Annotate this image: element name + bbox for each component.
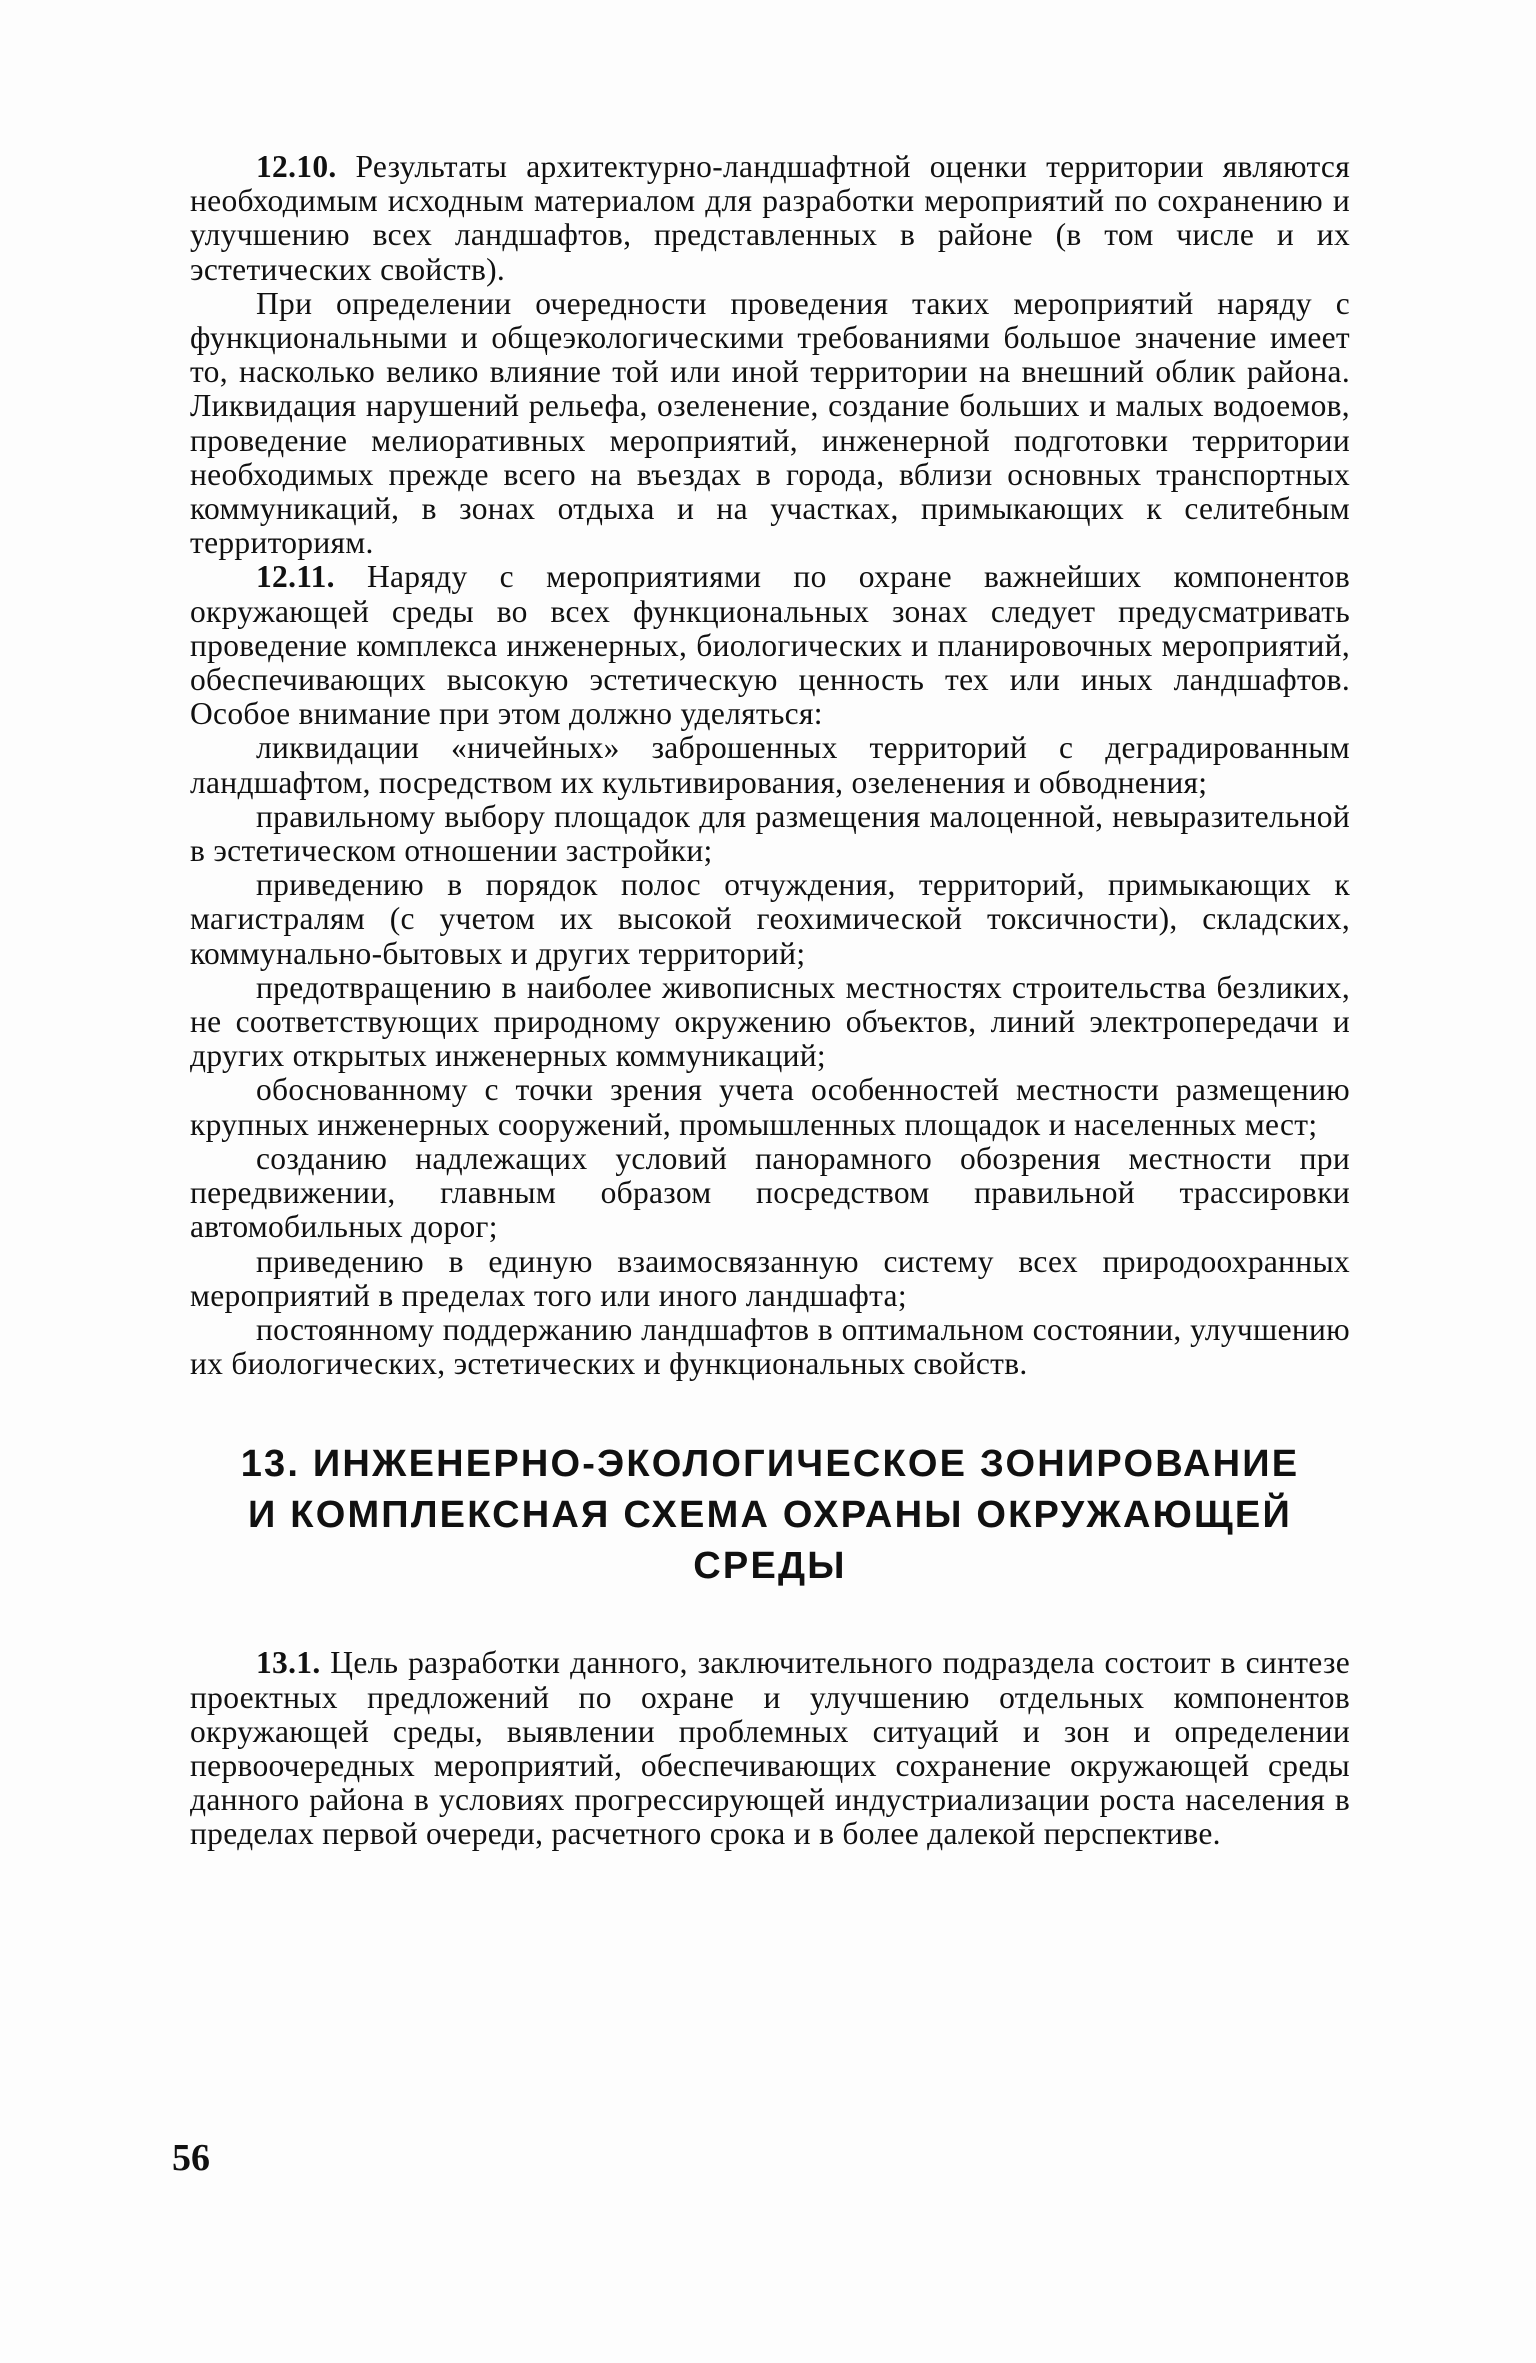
list-item: приведению в единую взаимосвязанную систему всех природоохранных мероприятий в пределах того или иного ландшафта; — [190, 1243, 1350, 1313]
paragraph-text: Наряду с мероприятиями по охране важнейших компонентов окружающей среды во всех функциональных зонах следует предусматривать проведение комплекса инженерных, биологических и планировочных мероприятий, обеспечивающих высокую эстетическую ценность тех или иных ландшафтов. Особое внимание при этом должно уделяться: — [190, 559, 1350, 732]
paragraph-priority — [190, 287, 1350, 561]
paragraph-text: Результаты архитектурно-ландшафтной оценки территории являются необходимым исходным материалом для разработки мероприятий по сохранению и улучшению всех ландшафтов, представленных в районе (в том числе и их эстетических свойств). — [190, 149, 1350, 287]
list-item: созданию надлежащих условий панорамного обозрения местности при передвижении, главным образом посредством правильной трассировки автомобильных дорог; — [190, 1140, 1350, 1245]
list-item: обоснованному с точки зрения учета особенностей местности размещению крупных инженерных сооружений, промышленных площадок и населенных мест; — [190, 1072, 1350, 1142]
clause-number: 12.10. — [256, 149, 337, 184]
paragraph-12-11 — [190, 560, 1350, 731]
section-heading — [190, 1439, 1350, 1592]
section-heading-line-1: 13. ИНЖЕНЕРНО-ЭКОЛОГИЧЕСКОЕ ЗОНИРОВАНИЕ — [240, 1443, 1300, 1486]
paragraph-12-10 — [190, 150, 1350, 287]
page-number: 56 — [172, 2137, 210, 2179]
list-item: правильному выбору площадок для размещения малоценной, невыразительной в эстетическом отношении застройки; — [190, 798, 1350, 869]
list-item: ликвидации «ничейных» заброшенных территорий с деградированным ландшафтом, посредством их культивирования, озеленения и обводнения; — [190, 730, 1350, 800]
text-column — [190, 150, 1350, 1852]
section-heading-line-2: И КОМПЛЕКСНАЯ СХЕМА ОХРАНЫ ОКРУЖАЮЩЕЙ СРЕДЫ — [248, 1494, 1292, 1588]
list-item: постоянному поддержанию ландшафтов в оптимальном состоянии, улучшению их биологических, эстетических и функциональных свойств. — [190, 1311, 1350, 1382]
list-item: приведению в порядок полос отчуждения, территорий, примыкающих к магистралям (с учетом их высокой геохимической токсичности), складских, коммунально-бытовых и других территорий; — [190, 867, 1350, 971]
clause-number: 13.1. — [256, 1645, 321, 1681]
list-item: предотвращению в наиболее живописных местностях строительства безликих, не соответствующих природному окружению объектов, линий электропередачи и других открытых инженерных коммуникаций; — [190, 969, 1350, 1074]
paragraph-text: Цель разработки данного, заключительного подраздела состоит в синтезе проектных предложений по охране и улучшению отдельных компонентов окружающей среды, выявлении проблемных ситуаций и зон и определении первоочередных мероприятий, обеспечивающих сохранение окружающей среды данного района в условиях прогрессирующей индустриализации роста населения в пределах первой очереди, расчетного срока и в более далекой перспективе. — [190, 1645, 1350, 1852]
paragraph-13-1 — [190, 1646, 1350, 1851]
paragraph-text: При определении очередности проведения таких мероприятий наряду с функциональными и общеэкологическими требованиями большое значение имеет то, насколько велико влияние той или иной территории на внешний облик района. Ликвидация нарушений рельефа, озеленение, создание больших и малых водоемов, проведение мелиоративных мероприятий, инженерной подготовки территории необходимых прежде всего на въездах в города, вблизи основных транспортных коммуникаций, в зонах отдыха и на участках, примыкающих к селитебным территориям. — [190, 285, 1350, 561]
clause-number: 12.11. — [256, 559, 335, 595]
